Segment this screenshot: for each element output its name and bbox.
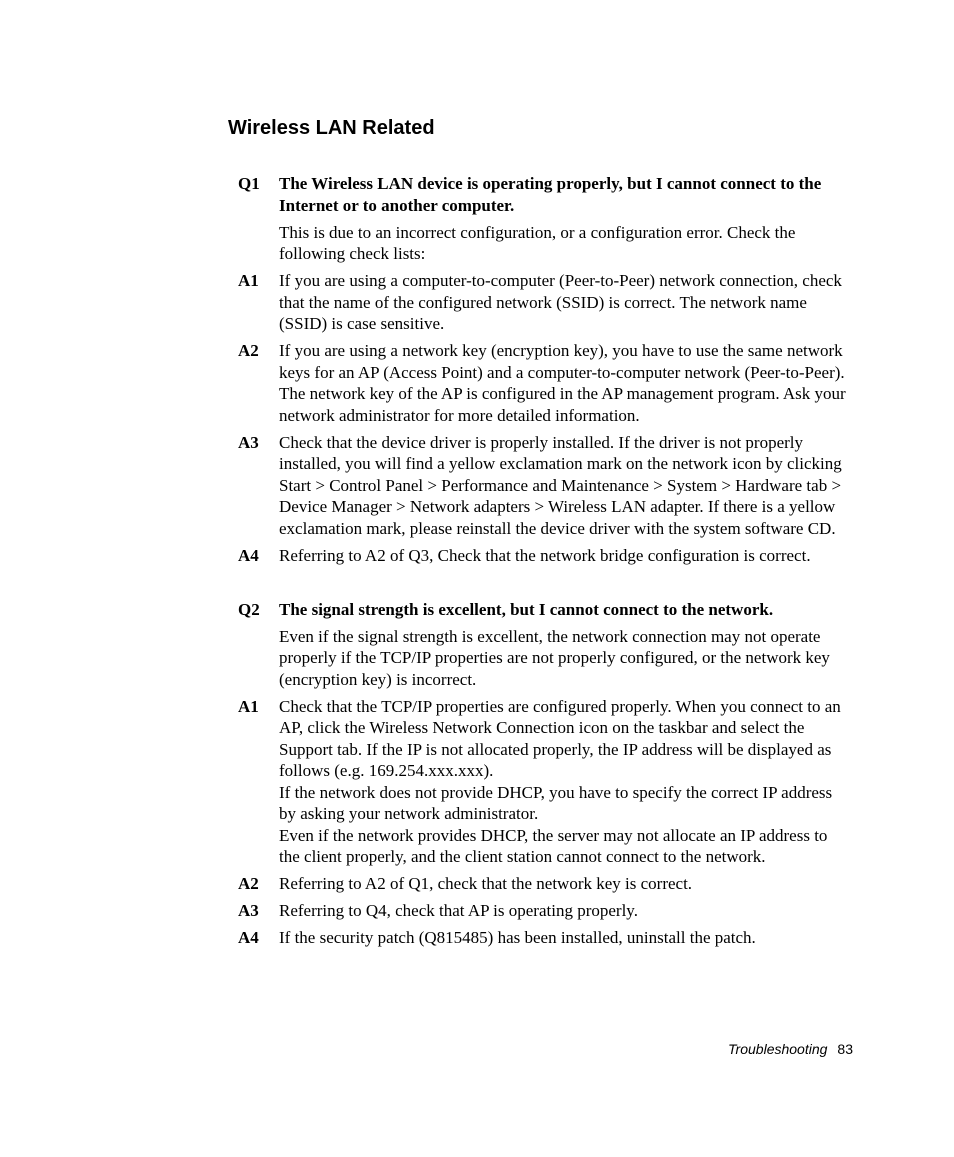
question-tag: Q2 <box>238 599 260 619</box>
answer-text <box>279 340 852 426</box>
answer-q2-a2 <box>238 873 852 895</box>
answer-tag: A4 <box>238 928 259 947</box>
answer-paragraph: If the network does not provide DHCP, you have to specify the correct IP address by asking your network administrator. <box>279 782 833 823</box>
answer-q2-a4 <box>238 927 852 949</box>
answer-paragraph: Check that the device driver is properly installed. If the driver is not properly installed, you will find a yellow exclamation mark on the network icon by clicking Start > Control Panel > Performance and Maintenance > System > Hardware tab > Device Manager > Network adapters > Wireless LAN adapter. If there is a yellow exclamation mark, please reinstall the device driver with the system software CD. <box>279 432 842 538</box>
page-number: 83 <box>837 1041 853 1057</box>
answer-paragraph: If you are using a computer-to-computer (Peer-to-Peer) network connection, check that the name of the configured network (SSID) is correct. The network name (SSID) is case sensitive. <box>279 271 842 333</box>
question-text: The signal strength is excellent, but I cannot connect to the network. <box>279 599 774 619</box>
answer-text <box>279 900 852 922</box>
answer-tag: A4 <box>238 545 259 565</box>
answer-paragraph: If the security patch (Q815485) has been installed, uninstall the patch. <box>279 928 756 947</box>
answer-tag: A1 <box>238 271 259 290</box>
answer-tag: A3 <box>238 432 259 452</box>
answer-tag: A1 <box>238 696 259 716</box>
answer-text <box>279 270 852 335</box>
answer-paragraph: Referring to A2 of Q1, check that the network key is correct. <box>279 874 693 893</box>
answer-q2-a1 <box>238 696 852 868</box>
answer-text <box>279 432 852 540</box>
question-tag: Q1 <box>238 174 260 193</box>
answer-q1-a1 <box>238 270 852 335</box>
faq-content <box>238 173 852 954</box>
answer-paragraph: Referring to A2 of Q3, Check that the network bridge configuration is correct. <box>279 545 811 565</box>
question-intro: Even if the signal strength is excellent, the network connection may not operate properly if the TCP/IP properties are not properly configured, or the network key (encryption key) is incorrect. <box>279 626 830 689</box>
footer-section-name: Troubleshooting <box>728 1041 828 1057</box>
answer-tag: A2 <box>238 874 259 893</box>
answer-q1-a2 <box>238 340 852 426</box>
answer-text <box>279 873 852 895</box>
section-title: Wireless LAN Related <box>228 117 435 139</box>
answer-paragraph: Even if the network provides DHCP, the server may not allocate an IP address to the client properly, and the client station cannot connect to the network. <box>279 825 828 866</box>
answer-text <box>279 927 852 949</box>
answer-q1-a3 <box>238 432 852 540</box>
answer-text <box>279 696 852 868</box>
answer-paragraph: Referring to Q4, check that AP is operating properly. <box>279 901 638 920</box>
question-intro: This is due to an incorrect configuration, or a configuration error. Check the following check lists: <box>279 222 796 263</box>
answer-q1-a4 <box>238 545 852 567</box>
answer-paragraph: If you are using a network key (encryption key), you have to use the same network keys for an AP (Access Point) and a computer-to-computer network (Peer-to-Peer). The network key of the AP is configured in the AP management program. Ask your network administrator for more detailed information. <box>279 341 846 425</box>
page-footer <box>728 1040 853 1058</box>
answer-text <box>279 545 852 567</box>
answer-tag: A3 <box>238 901 259 920</box>
question-q2 <box>238 599 852 621</box>
answer-tag: A2 <box>238 341 259 360</box>
question-text: The Wireless LAN device is operating properly, but I cannot connect to the Internet or to another computer. <box>279 174 822 215</box>
answer-q2-a3 <box>238 900 852 922</box>
answer-paragraph: Check that the TCP/IP properties are configured properly. When you connect to an AP, click the Wireless Network Connection icon on the taskbar and select the Support tab. If the IP is not allocated properly, the IP address will be displayed as follows (e.g. 169.254.xxx.xxx). <box>279 696 841 780</box>
question-spacer <box>238 572 852 599</box>
question-q1 <box>238 173 852 216</box>
